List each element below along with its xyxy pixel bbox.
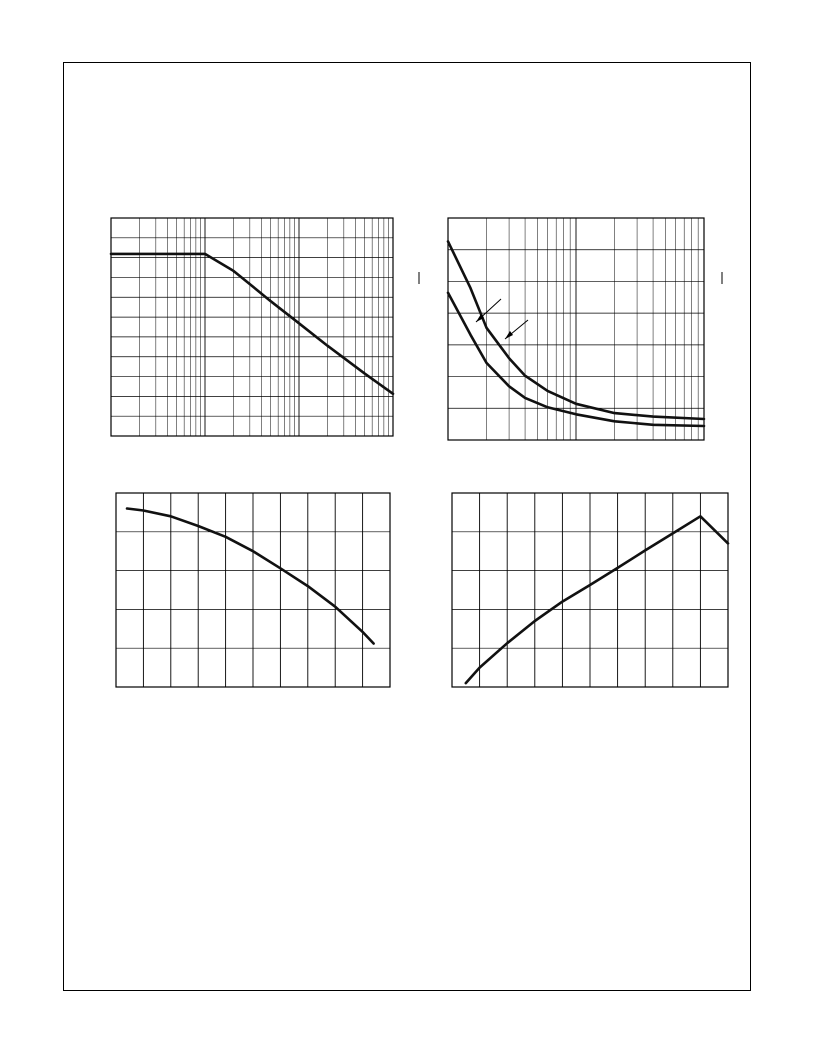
series-line-1 [127,509,374,644]
plot-frame [111,218,393,436]
chart-2 [448,218,704,440]
chart-1 [111,218,393,436]
chart-4 [452,493,728,687]
series-line-1 [111,254,393,394]
series-line-1 [466,516,728,683]
chart-3 [116,493,390,687]
